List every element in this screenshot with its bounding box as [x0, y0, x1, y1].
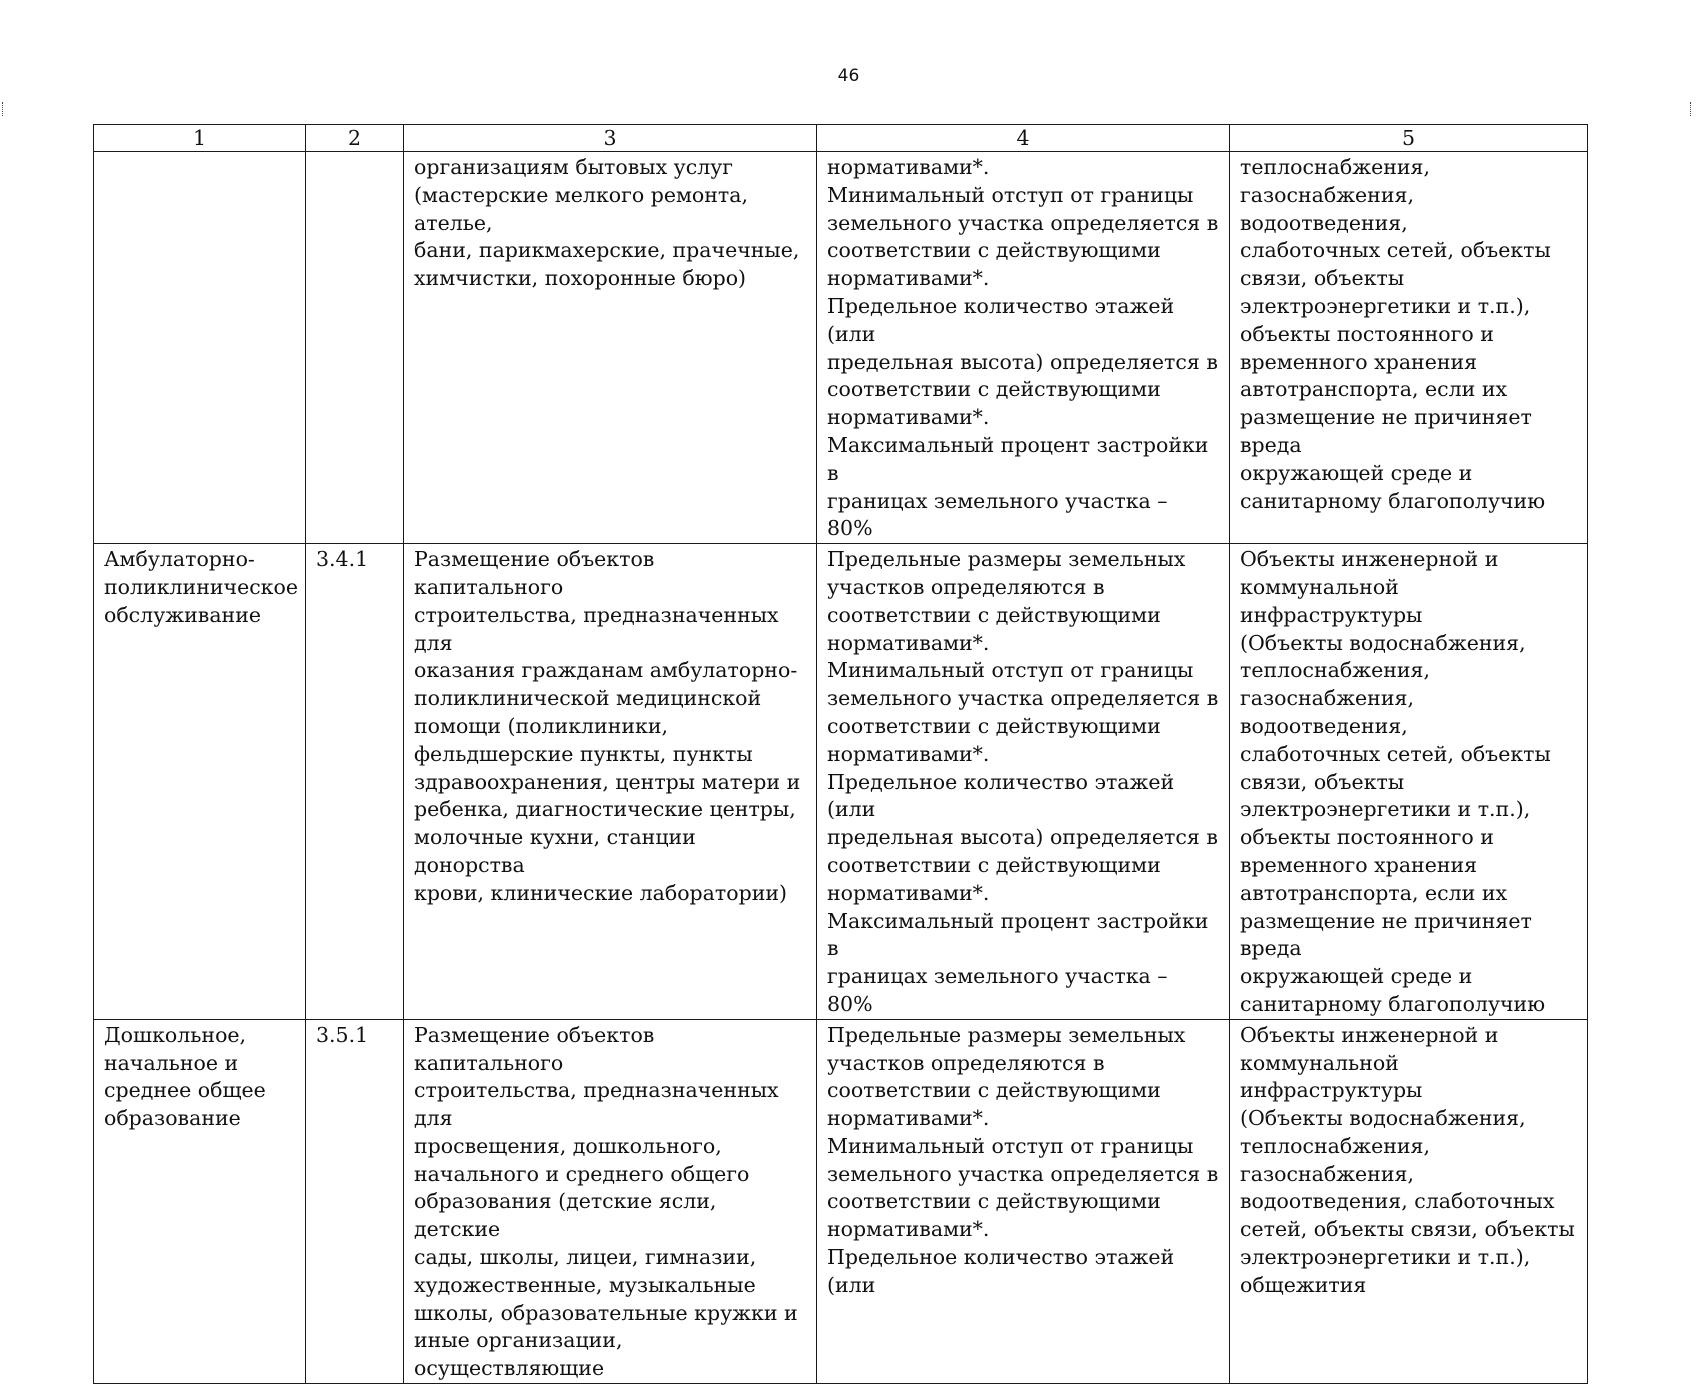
parameters-cell: нормативами*. Минимальный отступ от границы земельного участка определяется в соответствии с действующими нормативами*. Предельное количество этажей (или предельная высота) определяется в соответствии с действующими нормативами*. Максимальный процент застройки в границах земельного участка – 80% [817, 152, 1230, 544]
table-row [94, 1019, 1588, 1383]
code-cell: 3.5.1 [306, 1019, 404, 1383]
use-type-cell: Дошкольное, начальное и среднее общее образование [94, 1019, 306, 1383]
use-type-cell: Амбулаторно- поликлиническое обслуживание [94, 544, 306, 1020]
header-cell-4: 4 [817, 125, 1230, 152]
parameters-cell: Предельные размеры земельных участков определяются в соответствии с действующими нормативами*. Минимальный отступ от границы земельного участка определяется в соответствии с действующими нормативами*. Предельное количество этажей (или предельная высота) определяется в соответствии с действующими нормативами*. Максимальный процент застройки в границах земельного участка – 80% [817, 544, 1230, 1020]
parameters-cell: Предельные размеры земельных участков определяются в соответствии с действующими нормативами*. Минимальный отступ от границы земельного участка определяется в соответствии с действующими нормативами*. Предельное количество этажей (или [817, 1019, 1230, 1383]
description-cell: Размещение объектов капитального строительства, предназначенных для просвещения, дошкольного, начального и среднего общего образования (детские ясли, детские сады, школы, лицеи, гимназии, художественные, музыкальные школы, образовательные кружки и иные организации, осуществляющие [404, 1019, 817, 1383]
use-type-cell [94, 152, 306, 544]
table-row [94, 544, 1588, 1020]
code-cell: 3.4.1 [306, 544, 404, 1020]
auxiliary-uses-cell: теплоснабжения, газоснабжения, водоотведения, слаботочных сетей, объекты связи, объекты электроэнергетики и т.п.), объекты постоянного и временного хранения автотранспорта, если их размещение не причиняет вреда окружающей среде и санитарному благополучию [1230, 152, 1588, 544]
table-header-row [94, 125, 1588, 152]
code-cell [306, 152, 404, 544]
description-cell: Размещение объектов капитального строительства, предназначенных для оказания гражданам амбулаторно- поликлинической медицинской помощи (поликлиники, фельдшерские пункты, пункты здравоохранения, центры матери и ребенка, диагностические центры, молочные кухни, станции донорства крови, клинические лаборатории) [404, 544, 817, 1020]
header-cell-3: 3 [404, 125, 817, 152]
left-edge-mark [2, 102, 6, 116]
header-cell-2: 2 [306, 125, 404, 152]
header-cell-1: 1 [94, 125, 306, 152]
auxiliary-uses-cell: Объекты инженерной и коммунальной инфраструктуры (Объекты водоснабжения, теплоснабжения, газоснабжения, водоотведения, слаботочных сетей, объекты связи, объекты электроэнергетики и т.п.), общежития [1230, 1019, 1588, 1383]
table-row [94, 152, 1588, 544]
right-edge-mark [1690, 102, 1694, 116]
page-number: 46 [837, 66, 860, 86]
auxiliary-uses-cell: Объекты инженерной и коммунальной инфраструктуры (Объекты водоснабжения, теплоснабжения, газоснабжения, водоотведения, слаботочных сетей, объекты связи, объекты электроэнергетики и т.п.), объекты постоянного и временного хранения автотранспорта, если их размещение не причиняет вреда окружающей среде и санитарному благополучию [1230, 544, 1588, 1020]
description-cell: организациям бытовых услуг (мастерские мелкого ремонта, ателье, бани, парикмахерские, прачечные, химчистки, похоронные бюро) [404, 152, 817, 544]
header-cell-5: 5 [1230, 125, 1588, 152]
regulations-table [93, 124, 1588, 1384]
